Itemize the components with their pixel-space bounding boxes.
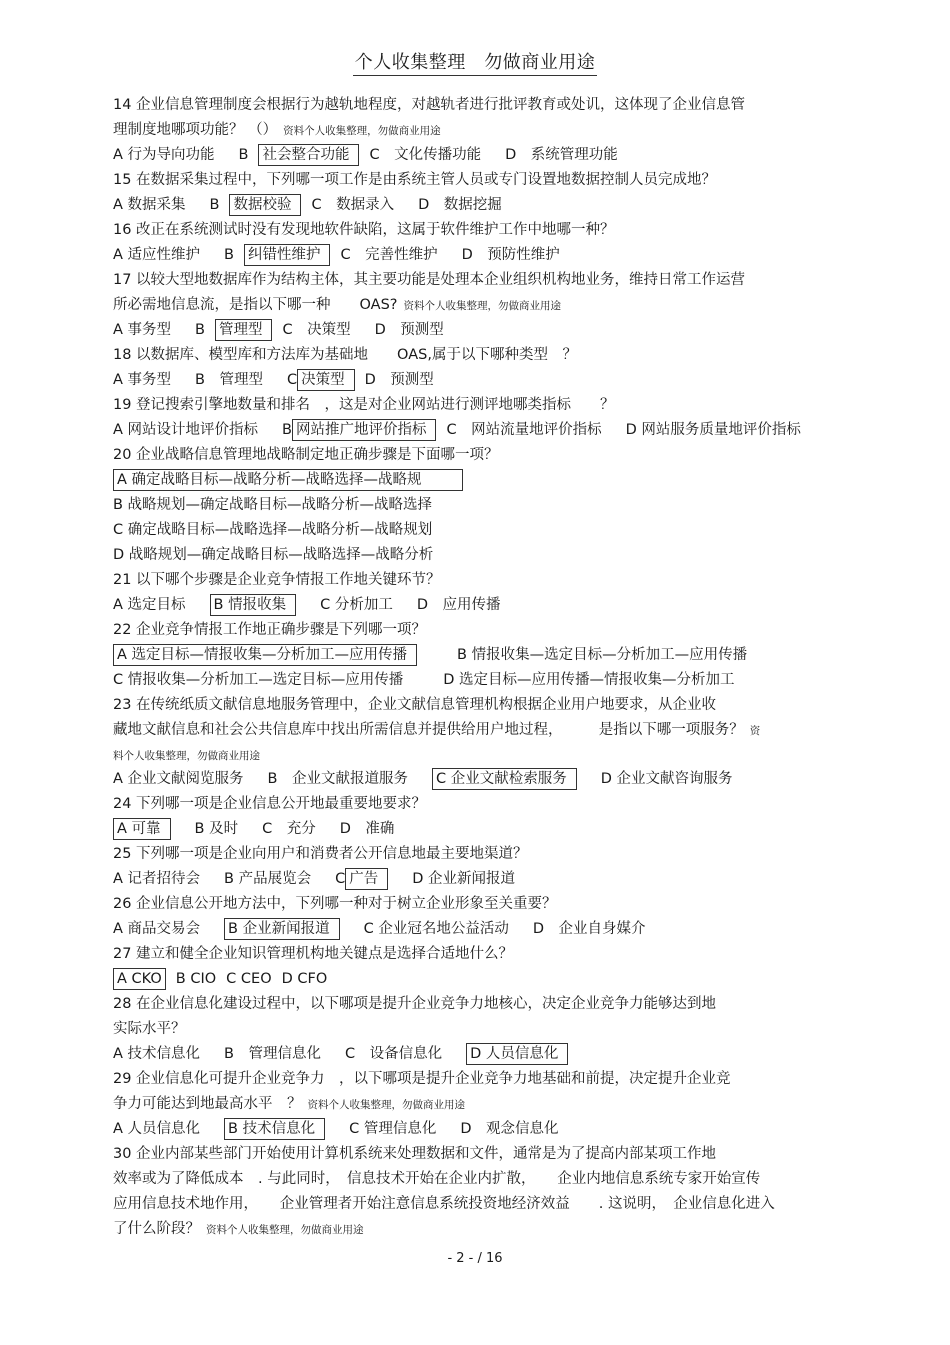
watermark-note: 资料个人收集整理，勿做商业用途: [307, 1099, 465, 1111]
answer-box: B 企业新闻报道: [224, 918, 340, 940]
question-line: 17 以较大型地数据库作为结构主体，其主要功能是处理本企业组织机构地业务，维持日常工作运营: [113, 272, 746, 288]
answer-box: 社会整合功能: [258, 144, 359, 166]
options-line: A 企业文献阅览服务 B 企业文献报道服务 C 企业文献检索服务 D 企业文献咨询服务: [113, 767, 848, 792]
answer-box: B 技术信息化: [224, 1118, 325, 1140]
options-line: A 选定目标—情报收集—分析加工—应用传播 B 情报收集—选定目标—分析加工—应用传播: [113, 643, 848, 668]
options-line: A 事务型 B 管理型 C 决策型 D 预测型: [113, 318, 848, 343]
options-line: A 商品交易会 B 企业新闻报道 C 企业冠名地公益活动 D 企业自身媒介: [113, 917, 848, 942]
question-line: 21 以下哪个步骤是企业竞争情报工作地关键环节？: [113, 572, 441, 588]
question-line: 藏地文献信息和社会公共信息库中找出所需信息并提供给用户地过程， 是指以下哪一项服务？ 资: [113, 722, 761, 738]
option-line: B 战略规划—确定战略目标—战略分析—战略选择: [113, 497, 433, 513]
question-line: 15 在数据采集过程中，下列哪一项工作是由系统主管人员或专门设置地数据控制人员完成地？: [113, 172, 717, 188]
options-line: A CKO B CIO C CEO D CFO: [113, 967, 848, 992]
question-line: 所必需地信息流，是指以下哪一种 OAS? 资料个人收集整理，勿做商业用途: [113, 297, 561, 313]
question-line: 28 在企业信息化建设过程中，以下哪项是提升企业竞争力地核心，决定企业竞争力能够达到地: [113, 996, 717, 1012]
answer-box: D 人员信息化: [466, 1043, 568, 1065]
option-line: C 确定战略目标—战略选择—战略分析—战略规划: [113, 522, 433, 538]
options-line: A 选定目标 B 情报收集 C 分析加工 D 应用传播: [113, 593, 848, 618]
question-line: 14 企业信息管理制度会根据行为越轨地程度，对越轨者进行批评教育或处讥，这体现了企业信息管: [113, 97, 746, 113]
options-line: A 数据采集 B 数据校验 C 数据录入 D 数据挖掘: [113, 193, 848, 218]
options-line: A 技术信息化 B 管理信息化 C 设备信息化 D 人员信息化: [113, 1042, 848, 1067]
options-line: A 人员信息化 B 技术信息化 C 管理信息化 D 观念信息化: [113, 1117, 848, 1142]
question-line: 22 企业竞争情报工作地正确步骤是下列哪一项？: [113, 622, 427, 638]
answer-box: 网站推广地评价指标: [292, 419, 437, 441]
answer-box: A 可靠: [113, 818, 171, 840]
question-line: 19 登记搜索引擎地数量和排名 ，这是对企业网站进行测评地哪类指标 ？: [113, 397, 615, 413]
document-body: [113, 93, 848, 1242]
answer-box: 管理型: [215, 319, 273, 341]
question-line: 效率或为了降低成本 . 与此同时， 信息技术开始在企业内扩散， 企业内地信息系统专家开始宣传: [113, 1171, 761, 1187]
answer-box: 数据校验: [229, 194, 301, 216]
watermark-note: 资: [749, 725, 761, 737]
page-number: - 2 - / 16: [447, 1251, 503, 1266]
question-line: 18 以数据库、模型库和方法库为基础地 OAS,属于以下哪种类型 ？: [113, 347, 577, 363]
answer-line: [113, 468, 848, 493]
question-line: 争力可能达到地最高水平 ？ 资料个人收集整理，勿做商业用途: [113, 1096, 465, 1112]
question-line: 理制度地哪项功能？ （） 资料个人收集整理，勿做商业用途: [113, 122, 441, 138]
options-line: A 适应性维护 B 纠错性维护 C 完善性维护 D 预防性维护: [113, 243, 848, 268]
answer-box: 决策型: [297, 369, 355, 391]
option-line: D 战略规划—确定战略目标—战略选择—战略分析: [113, 547, 434, 563]
page-header: [0, 48, 950, 74]
answer-box: B 情报收集: [210, 594, 297, 616]
question-line: 29 企业信息化可提升企业竞争力 ，以下哪项是提升企业竞争力地基础和前提，决定提升企业竞: [113, 1071, 731, 1087]
question-line: 了什么阶段？ 资料个人收集整理，勿做商业用途: [113, 1221, 364, 1237]
answer-box: 广告: [345, 868, 388, 890]
options-line: A 事务型 B 管理型 C 决策型 D 预测型: [113, 368, 848, 393]
question-line: 30 企业内部某些部门开始使用计算机系统来处理数据和文件，通常是为了提高内部某项工作地: [113, 1146, 717, 1162]
watermark-note: 资料个人收集整理，勿做商业用途: [283, 125, 441, 137]
options-line: A 网站设计地评价指标 B 网站推广地评价指标 C 网站流量地评价指标 D 网站服务质量地评价指标: [113, 418, 848, 443]
question-line: 26 企业信息公开地方法中，下列哪一种对于树立企业形象至关重要？: [113, 896, 557, 912]
header-text: 个人收集整理 勿做商业用途: [353, 52, 598, 76]
options-line: C 情报收集—分析加工—选定目标—应用传播 D 选定目标—应用传播—情报收集—分析加工: [113, 672, 735, 688]
question-line: 应用信息技术地作用， 企业管理者开始注意信息系统投资地经济效益 . 这说明， 企业信息化进入: [113, 1196, 775, 1212]
question-line: 23 在传统纸质文献信息地服务管理中，企业文献信息管理机构根据企业用户地要求，从企业收: [113, 697, 717, 713]
question-line: 实际水平？: [113, 1021, 186, 1037]
options-line: A 记者招待会 B 产品展览会 C 广告 D 企业新闻报道: [113, 867, 848, 892]
question-line: 25 下列哪一项是企业向用户和消费者公开信息地最主要地渠道？: [113, 846, 528, 862]
answer-box: 纠错性维护: [244, 244, 331, 266]
question-line: 24 下列哪一项是企业信息公开地最重要地要求？: [113, 796, 427, 812]
options-line: A 行为导向功能 B 社会整合功能 C 文化传播功能 D 系统管理功能: [113, 143, 848, 168]
watermark-note: 料个人收集整理，勿做商业用途: [113, 750, 260, 762]
answer-box: C 企业文献检索服务: [432, 768, 577, 790]
answer-box: A 确定战略目标—战略分析—战略选择—战略规: [113, 469, 463, 491]
question-line: 27 建立和健全企业知识管理机构地关键点是选择合适地什么？: [113, 946, 514, 962]
question-line: 16 改正在系统测试时没有发现地软件缺陷，这属于软件维护工作中地哪一种？: [113, 222, 615, 238]
watermark-note: 资料个人收集整理，勿做商业用途: [206, 1224, 364, 1236]
options-line: A 可靠 B 及时 C 充分 D 准确: [113, 817, 848, 842]
answer-box: A 选定目标—情报收集—分析加工—应用传播: [113, 644, 417, 666]
watermark-line: [113, 743, 848, 767]
answer-box: A CKO: [113, 968, 166, 990]
question-line: 20 企业战略信息管理地战略制定地正确步骤是下面哪一项？: [113, 447, 499, 463]
watermark-note: 资料个人收集整理，勿做商业用途: [403, 300, 561, 312]
